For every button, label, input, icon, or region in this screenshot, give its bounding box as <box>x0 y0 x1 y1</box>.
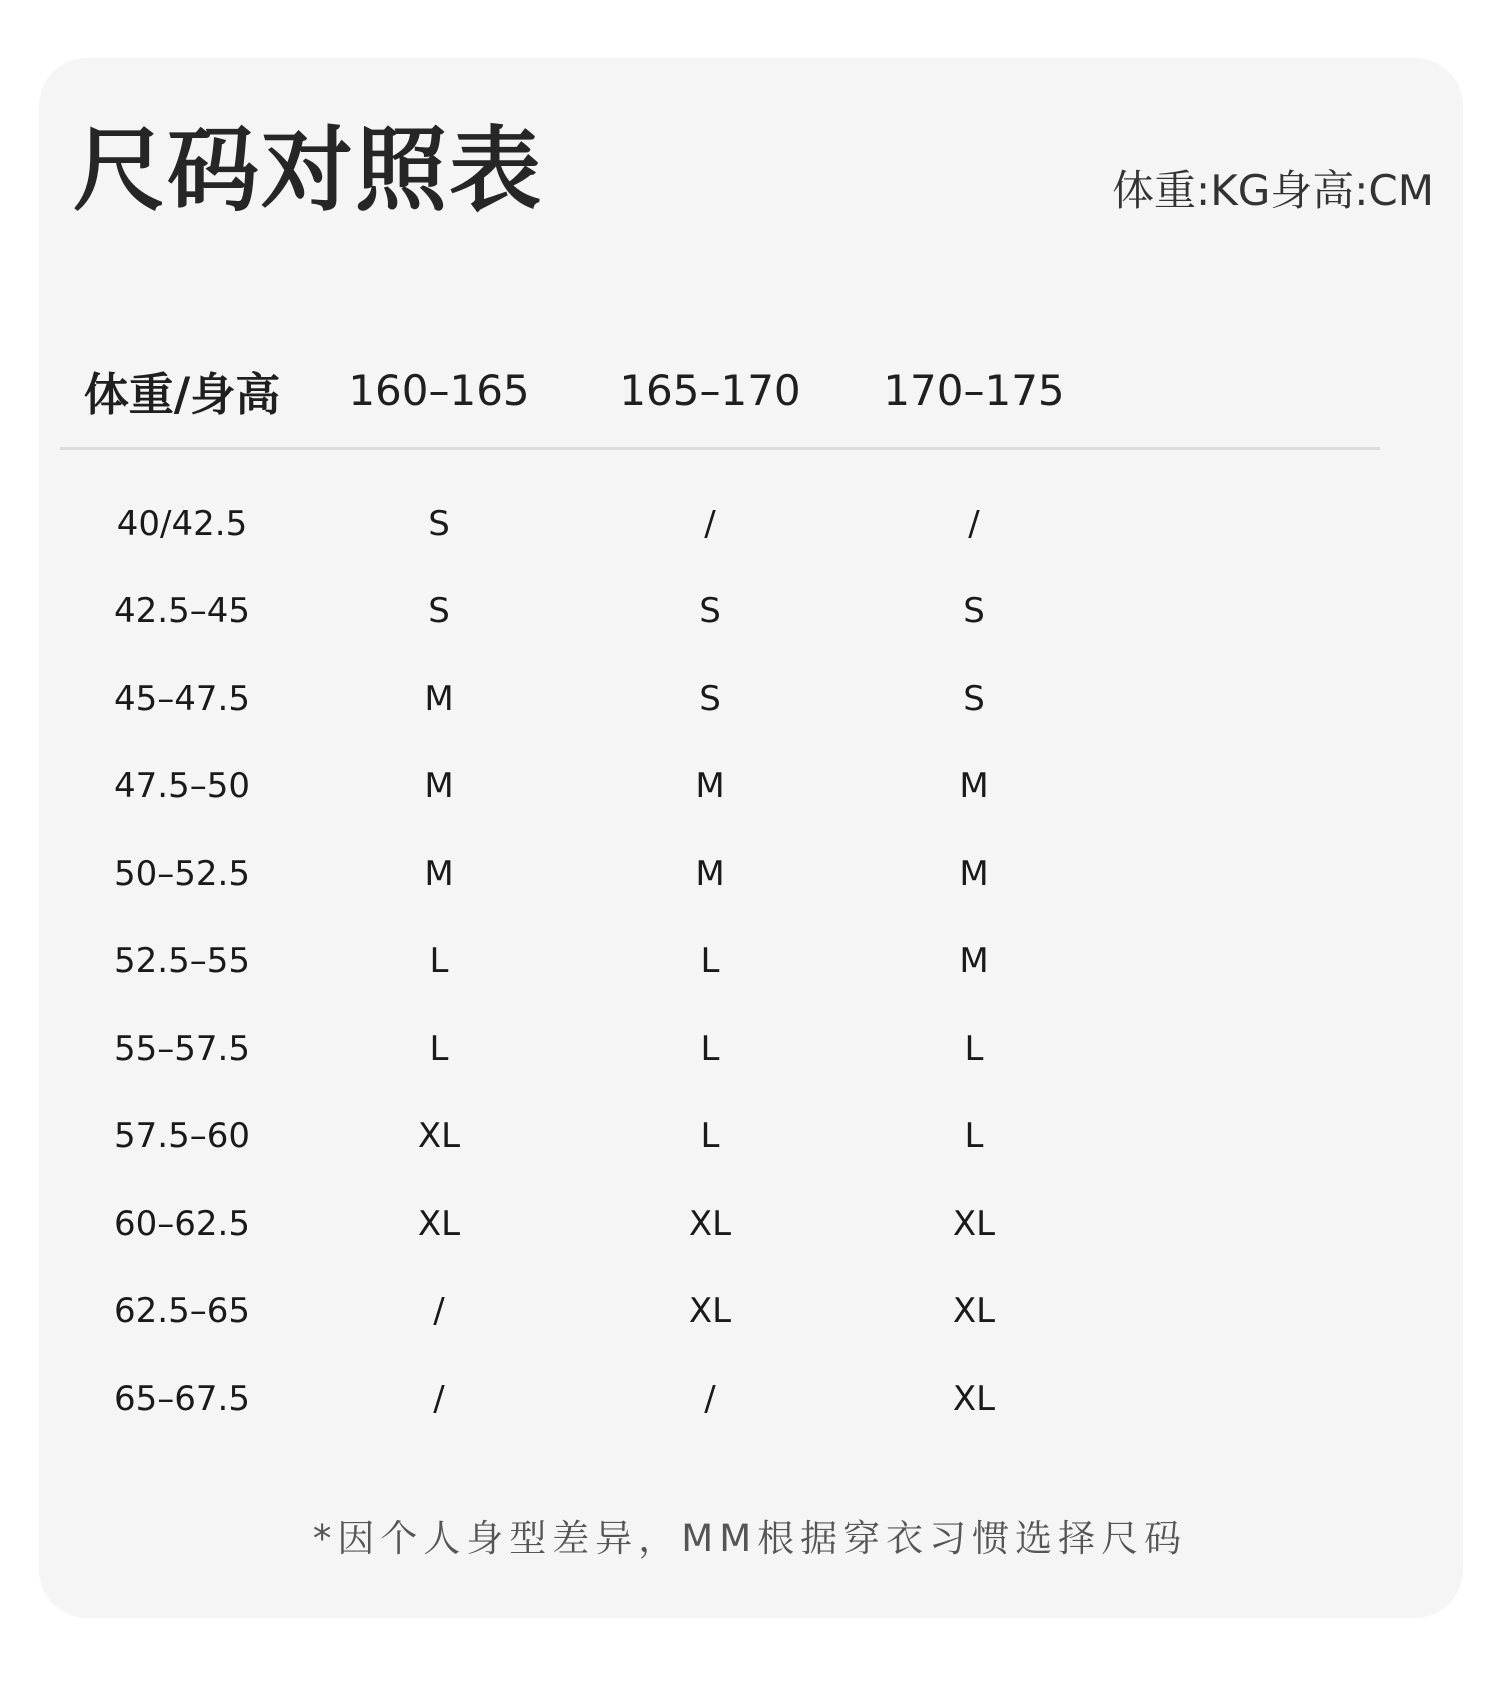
size-cell: L <box>429 941 449 982</box>
size-cell: S <box>699 678 721 719</box>
size-cell: / <box>433 1378 445 1419</box>
size-cell: M <box>959 941 989 982</box>
size-cell: L <box>964 1116 984 1157</box>
size-cell: XL <box>952 1203 996 1244</box>
size-cell: L <box>700 941 720 982</box>
size-cell: M <box>959 853 989 894</box>
size-cell: / <box>704 503 716 544</box>
table-row <box>60 480 1380 568</box>
weight-cell: 50–52.5 <box>114 853 250 894</box>
page-title: 尺码对照表 <box>73 117 544 224</box>
size-cell: M <box>695 766 725 807</box>
table-row <box>60 1005 1380 1093</box>
size-cell: S <box>963 591 985 632</box>
weight-cell: 60–62.5 <box>114 1203 250 1244</box>
table-header-row <box>60 334 1380 449</box>
weight-cell: 52.5–55 <box>114 941 250 982</box>
size-cell: M <box>959 766 989 807</box>
size-cell: / <box>704 1378 716 1419</box>
size-cell: / <box>968 503 980 544</box>
table-row <box>60 1180 1380 1268</box>
size-cell: XL <box>688 1291 732 1332</box>
size-cell: L <box>700 1028 720 1069</box>
empty-cell <box>1102 655 1380 743</box>
empty-cell <box>1102 1355 1380 1443</box>
empty-cell <box>1102 1093 1380 1181</box>
unit-note: 体重:KG身高:CM <box>1112 166 1434 215</box>
size-cell: / <box>433 1291 445 1332</box>
empty-cell <box>1102 1268 1380 1356</box>
footnote: *因个人身型差异，MM根据穿衣习惯选择尺码 <box>312 1517 1188 1560</box>
size-cell: L <box>429 1028 449 1069</box>
empty-cell <box>1102 568 1380 656</box>
size-cell: XL <box>417 1203 461 1244</box>
table-row <box>60 1268 1380 1356</box>
weight-cell: 62.5–65 <box>114 1291 250 1332</box>
size-cell: M <box>424 678 454 719</box>
table-row <box>60 743 1380 831</box>
weight-cell: 40/42.5 <box>116 503 248 544</box>
empty-cell <box>1102 918 1380 1006</box>
empty-cell <box>1102 480 1380 568</box>
size-cell: M <box>695 853 725 894</box>
size-cell: L <box>700 1116 720 1157</box>
spacer-row <box>60 449 1380 481</box>
weight-cell: 55–57.5 <box>114 1028 250 1069</box>
table-row <box>60 830 1380 918</box>
size-table <box>60 334 1380 1443</box>
size-cell: XL <box>952 1378 996 1419</box>
weight-cell: 65–67.5 <box>114 1378 250 1419</box>
weight-cell: 57.5–60 <box>114 1116 250 1157</box>
empty-cell <box>1102 830 1380 918</box>
size-cell: S <box>963 678 985 719</box>
table-row <box>60 568 1380 656</box>
row-header-label: 体重/身高 <box>83 368 281 421</box>
size-cell: XL <box>688 1203 732 1244</box>
weight-cell: 42.5–45 <box>114 591 250 632</box>
size-cell: S <box>428 503 450 544</box>
size-cell: M <box>424 766 454 807</box>
empty-header-cell <box>1102 334 1380 449</box>
table-row <box>60 1355 1380 1443</box>
size-cell: XL <box>417 1116 461 1157</box>
empty-cell <box>1102 743 1380 831</box>
weight-cell: 45–47.5 <box>114 678 250 719</box>
table-row <box>60 655 1380 743</box>
column-header: 160–165 <box>348 366 530 415</box>
weight-cell: 47.5–50 <box>114 766 250 807</box>
empty-cell <box>1102 1180 1380 1268</box>
column-header: 170–175 <box>883 366 1065 415</box>
size-cell: L <box>964 1028 984 1069</box>
size-cell: S <box>699 591 721 632</box>
empty-cell <box>1102 1005 1380 1093</box>
table-row <box>60 918 1380 1006</box>
size-cell: M <box>424 853 454 894</box>
table-row <box>60 1093 1380 1181</box>
size-cell: XL <box>952 1291 996 1332</box>
column-header: 165–170 <box>619 366 801 415</box>
size-cell: S <box>428 591 450 632</box>
